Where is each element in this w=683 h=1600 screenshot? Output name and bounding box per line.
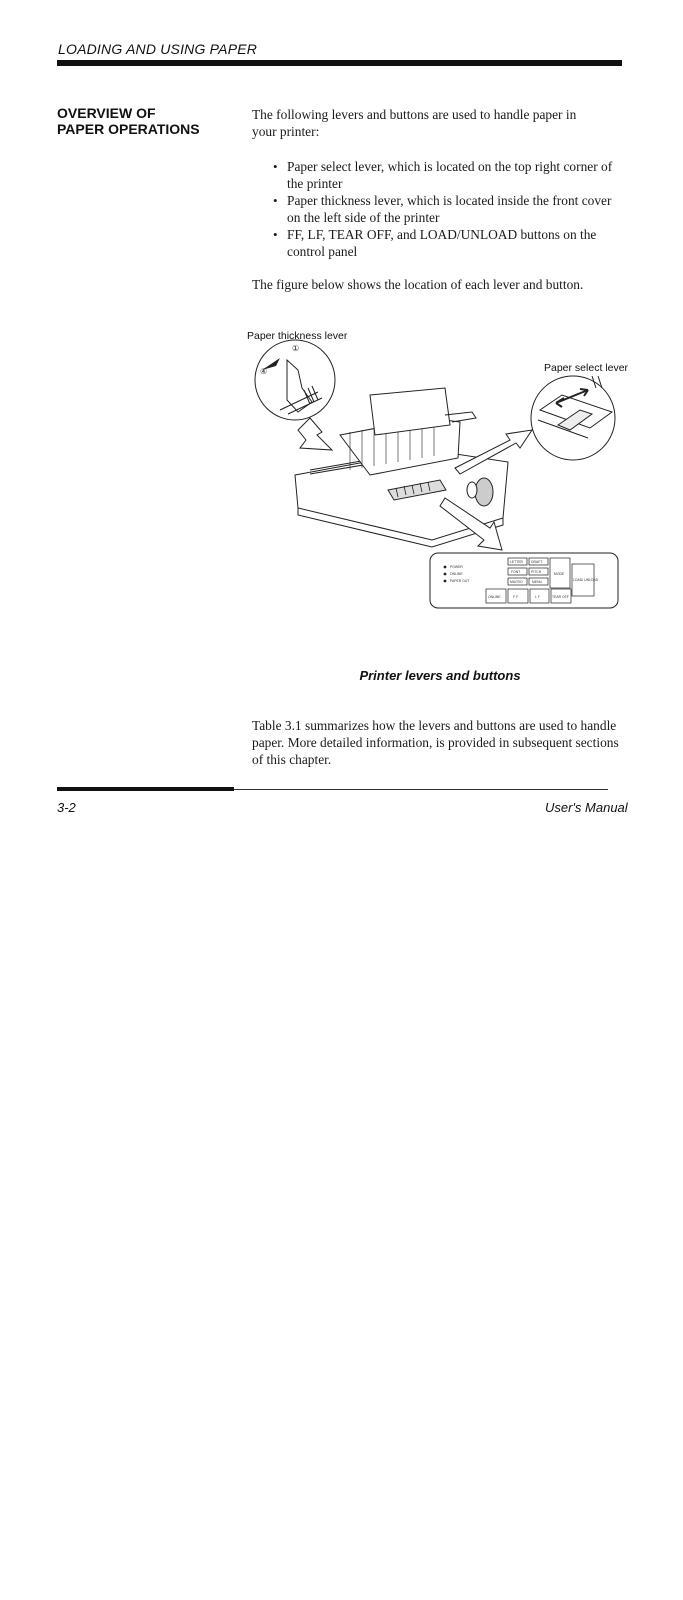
callout-4: ④ <box>260 367 268 376</box>
running-header: LOADING AND USING PAPER <box>58 41 258 57</box>
section-heading-line-1: OVERVIEW OF <box>57 105 156 121</box>
panel-ff-label: F F <box>513 595 519 599</box>
list-item-text: FF, LF, TEAR OFF, and LOAD/UNLOAD buttons on the control panel <box>287 227 597 259</box>
panel-mode-label: MODE <box>554 572 565 576</box>
panel-lf-label: L F <box>535 595 540 599</box>
callout-1: ① <box>292 344 300 353</box>
header-rule <box>57 60 622 66</box>
panel-indicator-label: ONLINE <box>450 572 463 576</box>
panel-indicator-label: POWER <box>450 565 463 569</box>
figure-intro-paragraph: The figure below shows the location of each lever and button. <box>252 277 584 292</box>
bullet-icon: • <box>273 193 278 208</box>
list-item-text: Paper select lever, which is located on the top right corner of the printer <box>287 159 613 191</box>
figure-caption: Printer levers and buttons <box>359 668 521 683</box>
list-item <box>272 192 627 226</box>
panel-pitch-label: PITCH <box>531 570 542 574</box>
panel-macro-label: MACRO <box>510 580 523 584</box>
printer-illustration <box>240 340 640 615</box>
panel-draft-label: DRAFT <box>531 560 543 564</box>
panel-tearoff-label: TEAR OFF <box>552 595 569 599</box>
panel-letter-label: LETTER <box>510 560 523 564</box>
list-item <box>272 226 627 260</box>
paper-thickness-lever-label: Paper thickness lever <box>247 330 348 342</box>
list-item-text: Paper thickness lever, which is located inside the front cover on the left side of the printer <box>287 193 612 225</box>
paper-select-lever-label: Paper select lever <box>544 362 629 374</box>
summary-paragraph: Table 3.1 summarizes how the levers and buttons are used to handle paper. More detailed information, is provided in subsequent sections of this chapter. <box>252 718 619 767</box>
panel-indicator-label: PAPER OUT <box>450 579 470 583</box>
thickness-zoom-arrow <box>298 418 332 450</box>
section-heading-line-2: PAPER OPERATIONS <box>57 121 200 137</box>
panel-menu-label: MENU <box>532 580 542 584</box>
section-heading <box>57 105 227 137</box>
panel-font-label: FONT <box>511 570 521 574</box>
document-title: User's Manual <box>545 800 628 815</box>
panel-online-label: ONLINE <box>488 595 501 599</box>
footer-rule-thick <box>57 787 234 791</box>
lever-button-list <box>272 158 627 260</box>
footer-rule-thin <box>234 789 608 790</box>
intro-paragraph: The following levers and buttons are used to handle paper in your printer: <box>252 107 577 139</box>
panel-load-label: LOAD/ UNLOAD <box>573 578 599 582</box>
list-item <box>272 158 627 192</box>
bullet-icon: • <box>273 159 278 174</box>
platen-knob <box>475 478 493 506</box>
bullet-icon: • <box>273 227 278 242</box>
page-number: 3-2 <box>57 800 76 815</box>
